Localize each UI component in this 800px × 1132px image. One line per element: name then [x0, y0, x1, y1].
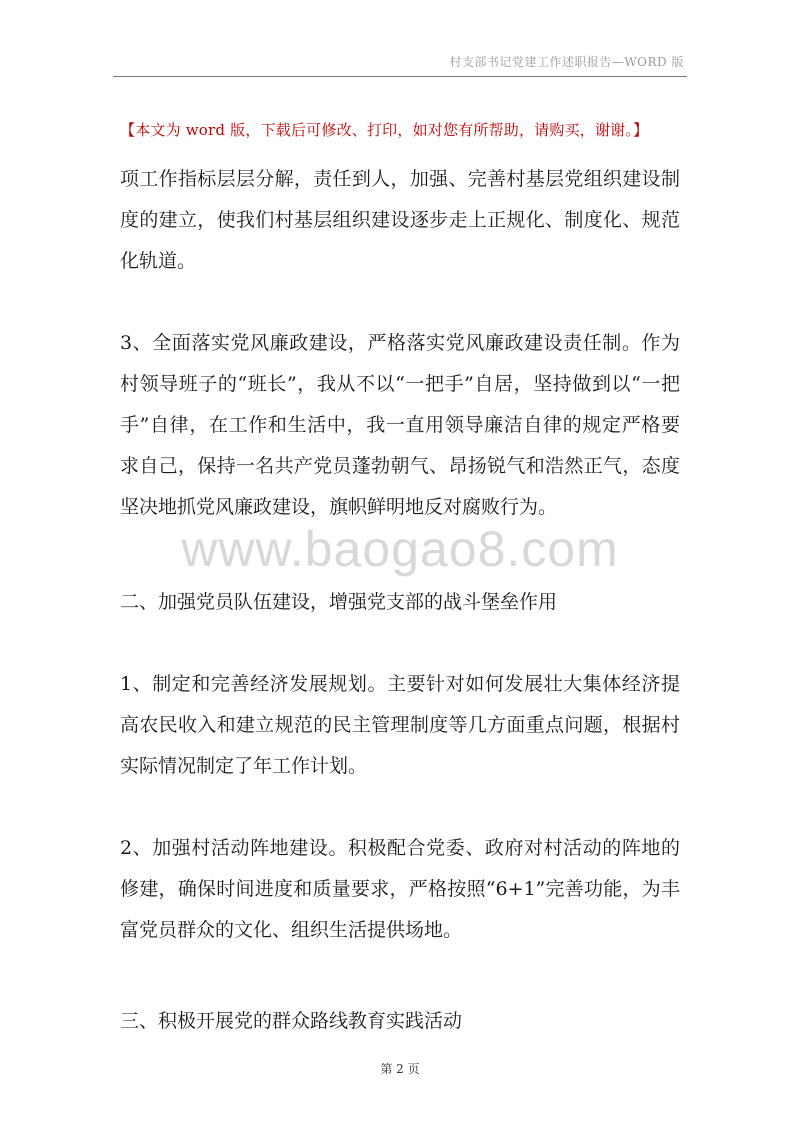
paragraph-continuation: 项工作指标层层分解，责任到人，加强、完善村基层党组织建设制度的建立，使我们村基层组织建设逐步走上正规化、制度化、规范化轨道。: [120, 168, 680, 272]
header-divider: [113, 76, 687, 77]
watermark: www.baogao8.com: [181, 521, 619, 577]
download-notice: 【本文为 word 版，下载后可修改、打印，如对您有所帮助，请购买，谢谢。】: [120, 121, 649, 139]
paragraph-item-2: 2、加强村活动阵地建设。积极配合党委、政府对村活动的阵地的修建，确保时间进度和质量要求，严格按照“6+1”完善功能，为丰富党员群众的文化、组织生活提供场地。: [120, 837, 680, 941]
paragraph-item-3: 3、全面落实党风廉政建设，严格落实党风廉政建设责任制。作为村领导班子的“班长”，我从不以“一把手”自居，坚持做到以“一把手”自律，在工作和生活中，我一直用领导廉洁自律的规定严格要求自己，保持一名共产党员蓬勃朝气、昂扬锐气和浩然正气，态度坚决地抓党风廉政建设，旗帜鲜明地反对腐败行为。: [120, 332, 680, 518]
paragraph-item-1: 1、制定和完善经济发展规划。主要针对如何发展壮大集体经济提高农民收入和建立规范的民主管理制度等几方面重点问题，根据村实际情况制定了年工作计划。: [120, 673, 680, 777]
section-heading-2: 二、加强党员队伍建设，增强党支部的战斗堡垒作用: [120, 591, 558, 613]
page-number: 第 2 页: [380, 1062, 420, 1076]
section-heading-3: 三、积极开展党的群众路线教育实践活动: [120, 1010, 463, 1032]
running-header: 村支部书记党建工作述职报告—WORD 版: [449, 55, 684, 69]
